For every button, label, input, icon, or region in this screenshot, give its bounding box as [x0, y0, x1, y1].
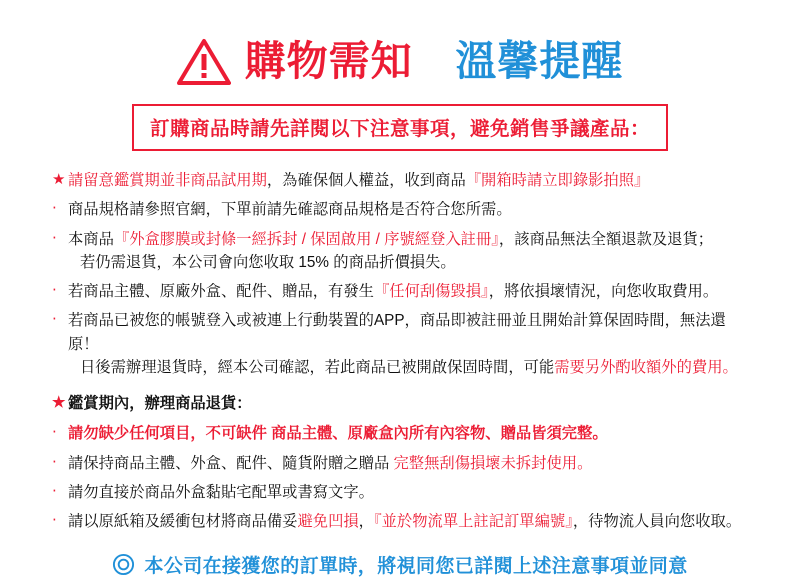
- star-bullet-icon: ★: [52, 171, 66, 188]
- notice-segment: ，待物流人員向您收取。: [572, 513, 742, 530]
- subtitle-banner: [30, 104, 770, 151]
- notice-segment: 商品規格請參照官網，下單前請先確認商品規格是否符合您所需。: [68, 201, 512, 219]
- notice-item: [52, 228, 748, 275]
- notice-item: [52, 280, 748, 303]
- page-header: [30, 38, 770, 86]
- notice-text: [68, 309, 748, 379]
- notice-segment: ，該商品無法全額退款及退貨；: [498, 230, 714, 248]
- notice-line: [68, 201, 512, 218]
- page-title: [245, 39, 624, 84]
- notice-segment: ，為確保個人權益，收到商品: [266, 172, 466, 189]
- notice-segment: 『並於物流單上註記訂單編號』: [373, 513, 573, 530]
- dot-bullet-icon: ‧: [52, 311, 57, 329]
- notice-line: [68, 231, 713, 248]
- notice-line: [68, 251, 748, 274]
- notice-segment: 若仍需退貨，本公司會向您收取 15% 的商品折價損失。: [80, 253, 456, 271]
- dot-bullet-icon: ‧: [52, 282, 57, 299]
- notice-segment: 請以原紙箱及緩衝包材將商品備妥: [68, 513, 298, 530]
- notice-item: [52, 198, 748, 221]
- notice-segment: 請勿直接於商品外盒黏貼宅配單或書寫文字。: [68, 483, 374, 501]
- notice-segment: 需要另外酌收額外的費用。: [554, 358, 738, 376]
- notice-item: [52, 309, 748, 379]
- target-circle-icon: [112, 553, 135, 576]
- footer-text: 本公司在接獲您的訂單時，將視同您已詳閱上述注意事項並同意: [144, 556, 688, 578]
- notice-segment: 完整無刮傷損壞未拆封使用。: [393, 454, 593, 472]
- notice-line: [68, 283, 718, 300]
- dot-bullet-icon: ‧: [52, 424, 57, 442]
- notice-line: [68, 513, 741, 530]
- notice-item: [52, 169, 748, 192]
- section-heading-text: 鑑賞期內，辦理商品退貨：: [68, 395, 252, 412]
- dot-bullet-icon: ‧: [52, 453, 57, 471]
- notice-segment: 日後需辦理退貨時，經本公司確認，若此商品已被開啟保固時間，可能: [80, 358, 555, 376]
- notice-text: [68, 228, 748, 275]
- page-title-secondary: 溫馨提醒: [455, 38, 624, 85]
- notice-line: [68, 425, 608, 442]
- subtitle-text: 訂購商品時請先詳閱以下注意事項，避免銷售爭議產品：: [132, 104, 668, 151]
- notice-segment: 避免凹損: [297, 513, 359, 530]
- return-policy-item: [52, 452, 748, 475]
- notice-segment: 請勿缺少任何項目，不可缺件 商品主體、原廠盒內所有內容物、贈品皆須完整。: [68, 425, 608, 443]
- star-bullet-icon: ★: [52, 394, 66, 411]
- notice-list: [30, 169, 770, 533]
- notice-segment: 請留意鑑賞期並非商品試用期: [68, 172, 267, 189]
- notice-text: [68, 169, 748, 192]
- notice-text: [68, 452, 748, 475]
- notice-segment: ，: [358, 513, 374, 530]
- page-footer: [30, 551, 770, 578]
- notice-segment: ，將依損壞情況，向您收取費用。: [488, 283, 719, 300]
- notice-text: [68, 280, 748, 303]
- return-policy-item: [52, 481, 748, 504]
- dot-bullet-icon: ‧: [52, 200, 57, 218]
- return-policy-item: [52, 510, 748, 533]
- section-heading-row: [52, 392, 748, 415]
- notice-text: [68, 481, 748, 504]
- notice-line: [68, 356, 748, 379]
- notice-line: [68, 172, 649, 189]
- notice-line: [68, 455, 592, 472]
- notice-segment: 『外盒膠膜或封條一經拆封 / 保固啟用 / 序號經登入註冊』: [113, 230, 499, 248]
- notice-segment: 若商品已被您的帳號登入或被連上行動裝置的APP，商品即被註冊並且開始計算保固時間，無法還原！: [68, 312, 726, 353]
- dot-bullet-icon: ‧: [52, 229, 57, 247]
- notice-line: [68, 484, 374, 501]
- notice-text: [68, 510, 748, 533]
- page-title-primary: 購物需知: [244, 38, 413, 85]
- return-policy-item: [52, 422, 748, 445]
- notice-text: [68, 198, 748, 221]
- dot-bullet-icon: ‧: [52, 482, 57, 500]
- notice-segment: 若商品主體、原廠外盒、配件、贈品，有發生: [68, 283, 374, 300]
- notice-segment: 本商品: [68, 230, 114, 248]
- warning-triangle-icon: [177, 38, 231, 86]
- notice-segment: 『開箱時請立即錄影拍照』: [465, 172, 650, 189]
- notice-line: [68, 312, 726, 352]
- notice-text: [68, 422, 748, 445]
- notice-segment: 『任何刮傷毀損』: [373, 283, 489, 300]
- notice-segment: 請保持商品主體、外盒、配件、隨貨附贈之贈品: [68, 454, 394, 472]
- dot-bullet-icon: ‧: [52, 512, 57, 529]
